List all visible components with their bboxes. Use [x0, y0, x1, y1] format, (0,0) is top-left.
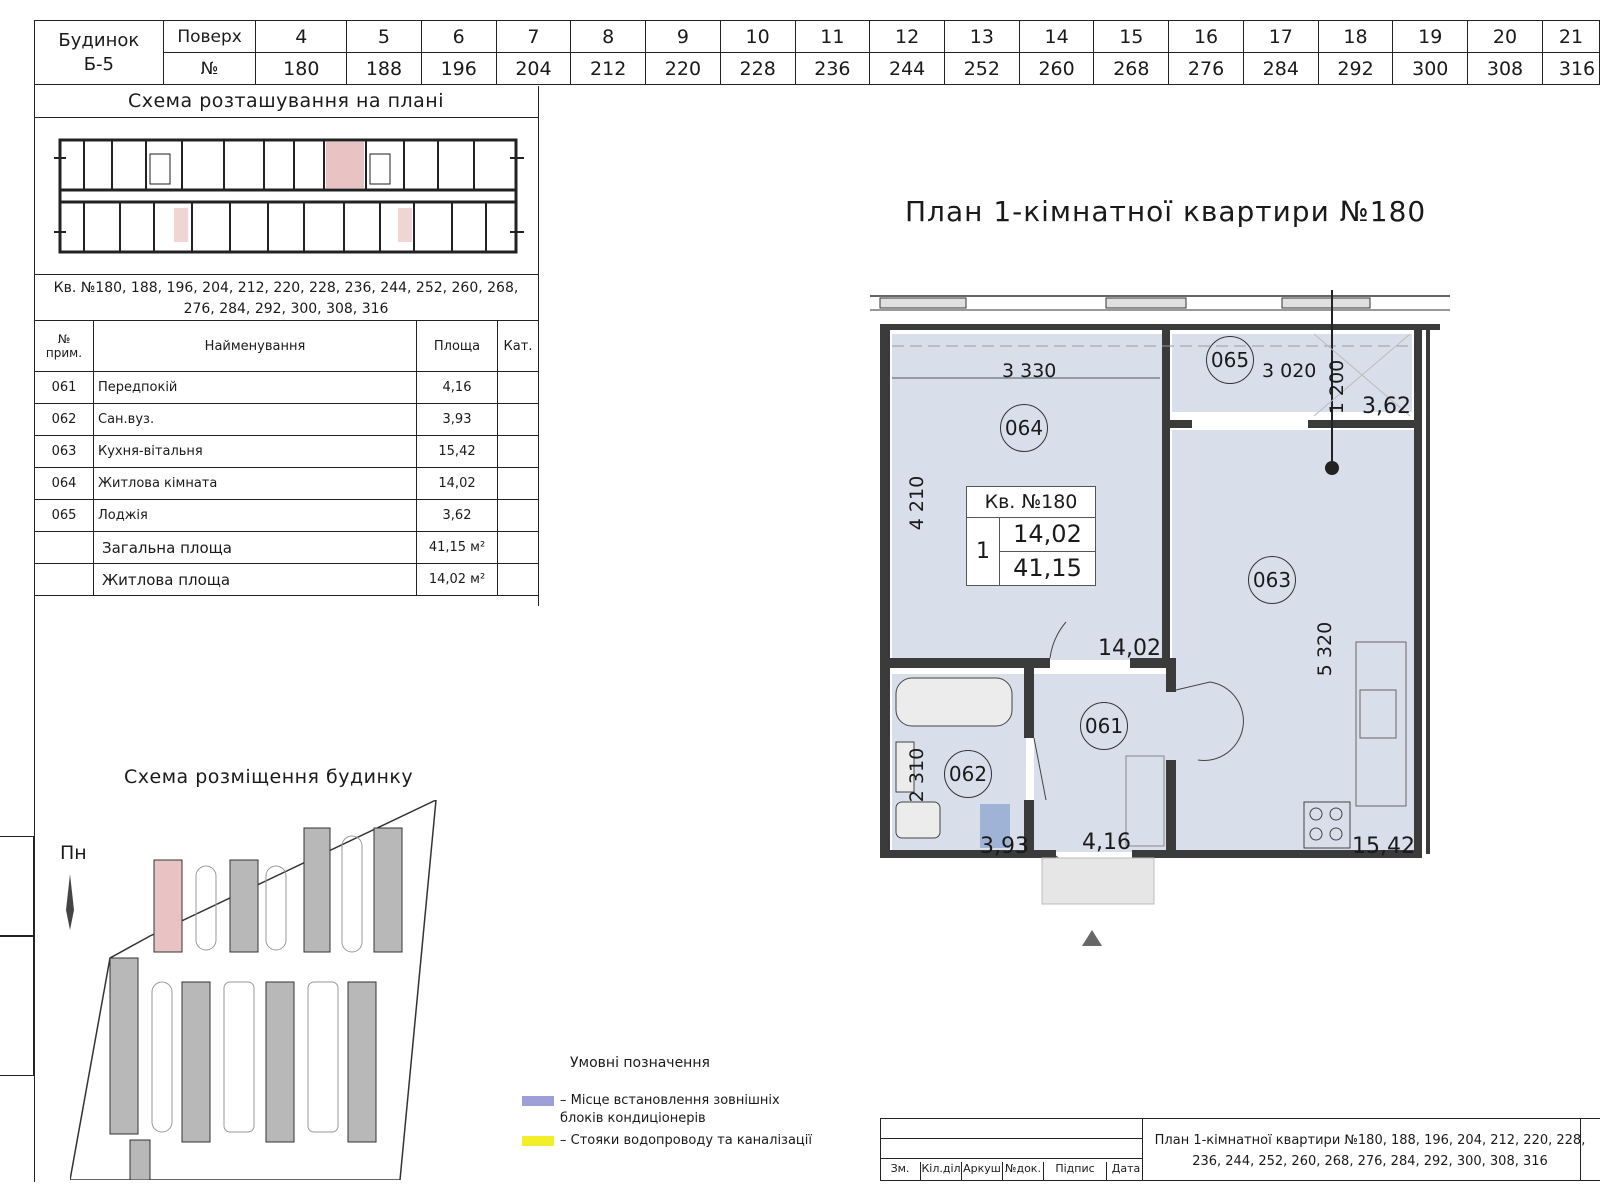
apartment-total-area: 41,15	[1013, 554, 1082, 582]
building-cell	[35, 21, 164, 85]
legend-text: – Місце встановлення зовнішніх блоків кондиціонерів	[560, 1093, 780, 1126]
title-block-description: План 1-кімнатної квартири №180, 188, 196, 204, 212, 220, 228, 236, 244, 252, 260, 268, 276, 284, 292, 300, 308, 316	[1154, 1133, 1586, 1169]
title-block-line	[880, 1138, 1142, 1139]
frame-side-box	[0, 836, 34, 936]
room-area: 3,62	[417, 500, 498, 532]
room-cat	[498, 404, 539, 436]
rooms-table	[34, 320, 539, 596]
tb-col-label: Аркуш	[962, 1162, 1003, 1180]
room-cat	[498, 500, 539, 532]
location-title: Схема розміщення будинку	[124, 766, 414, 788]
apartment-cell: 284	[1243, 53, 1318, 85]
floor-cell: 9	[646, 21, 721, 53]
apartment-summary-box	[966, 486, 1096, 586]
total-label: Загальна площа	[94, 532, 417, 564]
room-area-063: 15,42	[1352, 834, 1415, 859]
room-area-065: 3,62	[1362, 394, 1411, 419]
floor-cell: 13	[944, 21, 1019, 53]
floor-cell: 12	[870, 21, 945, 53]
dimension-label: 5 320	[1314, 621, 1337, 677]
room-num: 064	[35, 468, 94, 500]
apartment-cell: 308	[1468, 53, 1543, 85]
plan-title: План 1-кімнатної квартири №180	[905, 195, 1427, 228]
title-block-line	[880, 1158, 1142, 1159]
living-row	[35, 564, 539, 596]
apartment-cell: 180	[256, 53, 347, 85]
floor-cell: 6	[421, 21, 496, 53]
header-num: № прим.	[35, 321, 94, 372]
header-area: Площа	[417, 321, 498, 372]
north-label: Пн	[60, 842, 87, 864]
room-area: 3,93	[417, 404, 498, 436]
apartment-cell: 292	[1318, 53, 1393, 85]
floor-label: Поверх	[163, 21, 256, 53]
apartment-cell: 244	[870, 53, 945, 85]
floor-cell: 15	[1094, 21, 1169, 53]
site-plan	[70, 800, 442, 1180]
apartment-cell: 204	[496, 53, 571, 85]
scheme-apartment-list: Кв. №180, 188, 196, 204, 212, 220, 228, 236, 244, 252, 260, 268, 276, 284, 292, 300, 308, 316	[53, 280, 519, 317]
total-value: 41,15 м²	[417, 532, 498, 564]
floor-cell: 20	[1468, 21, 1543, 53]
title-block-bottom	[880, 1180, 1600, 1181]
apartment-cell: 316	[1542, 53, 1599, 85]
total-row	[35, 532, 539, 564]
room-marker-065: 065	[1206, 336, 1254, 384]
apartment-living-area: 14,02	[1000, 518, 1095, 552]
room-num: 061	[35, 372, 94, 404]
divider	[34, 274, 538, 275]
room-area-062: 3,93	[980, 834, 1029, 859]
living-label: Житлова площа	[94, 564, 417, 596]
frame-side-box	[0, 936, 34, 1076]
dimension-label: 3 020	[1262, 360, 1317, 382]
number-label: №	[163, 53, 256, 85]
legend-swatch	[522, 1136, 554, 1146]
living-value: 14,02 м²	[417, 564, 498, 596]
apartment-box-title: Кв. №180	[967, 487, 1095, 518]
apartment-cell: 236	[795, 53, 870, 85]
legend-item	[522, 1132, 820, 1150]
highlighted-apartment	[326, 142, 364, 188]
floor-layout-schematic	[54, 128, 524, 260]
empty-cell	[35, 532, 94, 564]
room-area-061: 4,16	[1082, 830, 1131, 855]
apartment-cell: 188	[347, 53, 422, 85]
floor-cell: 16	[1169, 21, 1244, 53]
tb-col-label: Кіл.діл	[921, 1162, 962, 1180]
floor-cell: 19	[1393, 21, 1468, 53]
room-marker-062: 062	[944, 750, 992, 798]
room-name: Кухня-вітальня	[94, 436, 417, 468]
apartment-cell: 196	[421, 53, 496, 85]
apartment-cell: 228	[720, 53, 795, 85]
table-row	[35, 404, 539, 436]
apartment-cell: 252	[944, 53, 1019, 85]
table-row	[35, 436, 539, 468]
room-063-fill	[1172, 430, 1420, 850]
empty-cell	[35, 564, 94, 596]
legend-text: – Стояки водопроводу та каналізації	[560, 1133, 813, 1148]
tb-col-label: Підпис	[1044, 1162, 1107, 1180]
apartment-cell: 276	[1169, 53, 1244, 85]
room-area: 15,42	[417, 436, 498, 468]
room-area-064: 14,02	[1098, 636, 1161, 661]
room-name: Лоджія	[94, 500, 417, 532]
apartment-cell: 268	[1094, 53, 1169, 85]
floor-apartment-table	[34, 20, 1600, 85]
room-marker-063: 063	[1248, 556, 1296, 604]
title-block-columns	[880, 1162, 1145, 1180]
floor-cell: 17	[1243, 21, 1318, 53]
header-name: Найменування	[94, 321, 417, 372]
tb-col-label: №док.	[1003, 1162, 1044, 1180]
dimension-label: 2 310	[906, 747, 929, 803]
header-cat: Кат.	[498, 321, 539, 372]
floor-cell: 5	[347, 21, 422, 53]
room-cat	[498, 372, 539, 404]
floor-cell: 21	[1542, 21, 1599, 53]
floor-cell: 18	[1318, 21, 1393, 53]
empty-cell	[498, 532, 539, 564]
floor-cell: 7	[496, 21, 571, 53]
divider	[34, 117, 538, 118]
table-row	[35, 468, 539, 500]
room-num: 065	[35, 500, 94, 532]
legend-swatch	[522, 1096, 554, 1106]
legend-item	[522, 1092, 800, 1128]
empty-cell	[498, 564, 539, 596]
dimension-label: 4 210	[906, 475, 929, 531]
dimension-label: 1 200	[1326, 359, 1349, 415]
legend-title: Умовні позначення	[570, 1055, 710, 1071]
floor-cell: 14	[1019, 21, 1094, 53]
apartment-cell: 300	[1393, 53, 1468, 85]
apartment-cell: 212	[571, 53, 646, 85]
tb-col-label: Дата	[1111, 1162, 1141, 1175]
room-061-fill	[1034, 674, 1176, 852]
room-marker-064: 064	[1000, 404, 1048, 452]
scheme-title: Схема розташування на плані	[127, 90, 444, 112]
floor-cell: 11	[795, 21, 870, 53]
room-cat	[498, 436, 539, 468]
building-value: Б-5	[83, 53, 114, 75]
room-cat	[498, 468, 539, 500]
building-label: Будинок	[58, 29, 140, 51]
apartment-cell: 260	[1019, 53, 1094, 85]
room-name: Сан.вуз.	[94, 404, 417, 436]
dimension-label: 3 330	[1002, 360, 1057, 382]
table-row	[35, 500, 539, 532]
room-num: 062	[35, 404, 94, 436]
room-marker-061: 061	[1080, 702, 1128, 750]
apartment-room-count: 1	[967, 518, 1000, 585]
floor-cell: 10	[720, 21, 795, 53]
room-area: 14,02	[417, 468, 498, 500]
table-row	[35, 372, 539, 404]
floor-cell: 4	[256, 21, 347, 53]
room-area: 4,16	[417, 372, 498, 404]
room-num: 063	[35, 436, 94, 468]
floor-cell: 8	[571, 21, 646, 53]
apartment-cell: 220	[646, 53, 721, 85]
room-name: Житлова кімната	[94, 468, 417, 500]
room-name: Передпокій	[94, 372, 417, 404]
apartment-floor-plan	[870, 290, 1570, 955]
tb-col-label: Зм.	[880, 1162, 921, 1180]
